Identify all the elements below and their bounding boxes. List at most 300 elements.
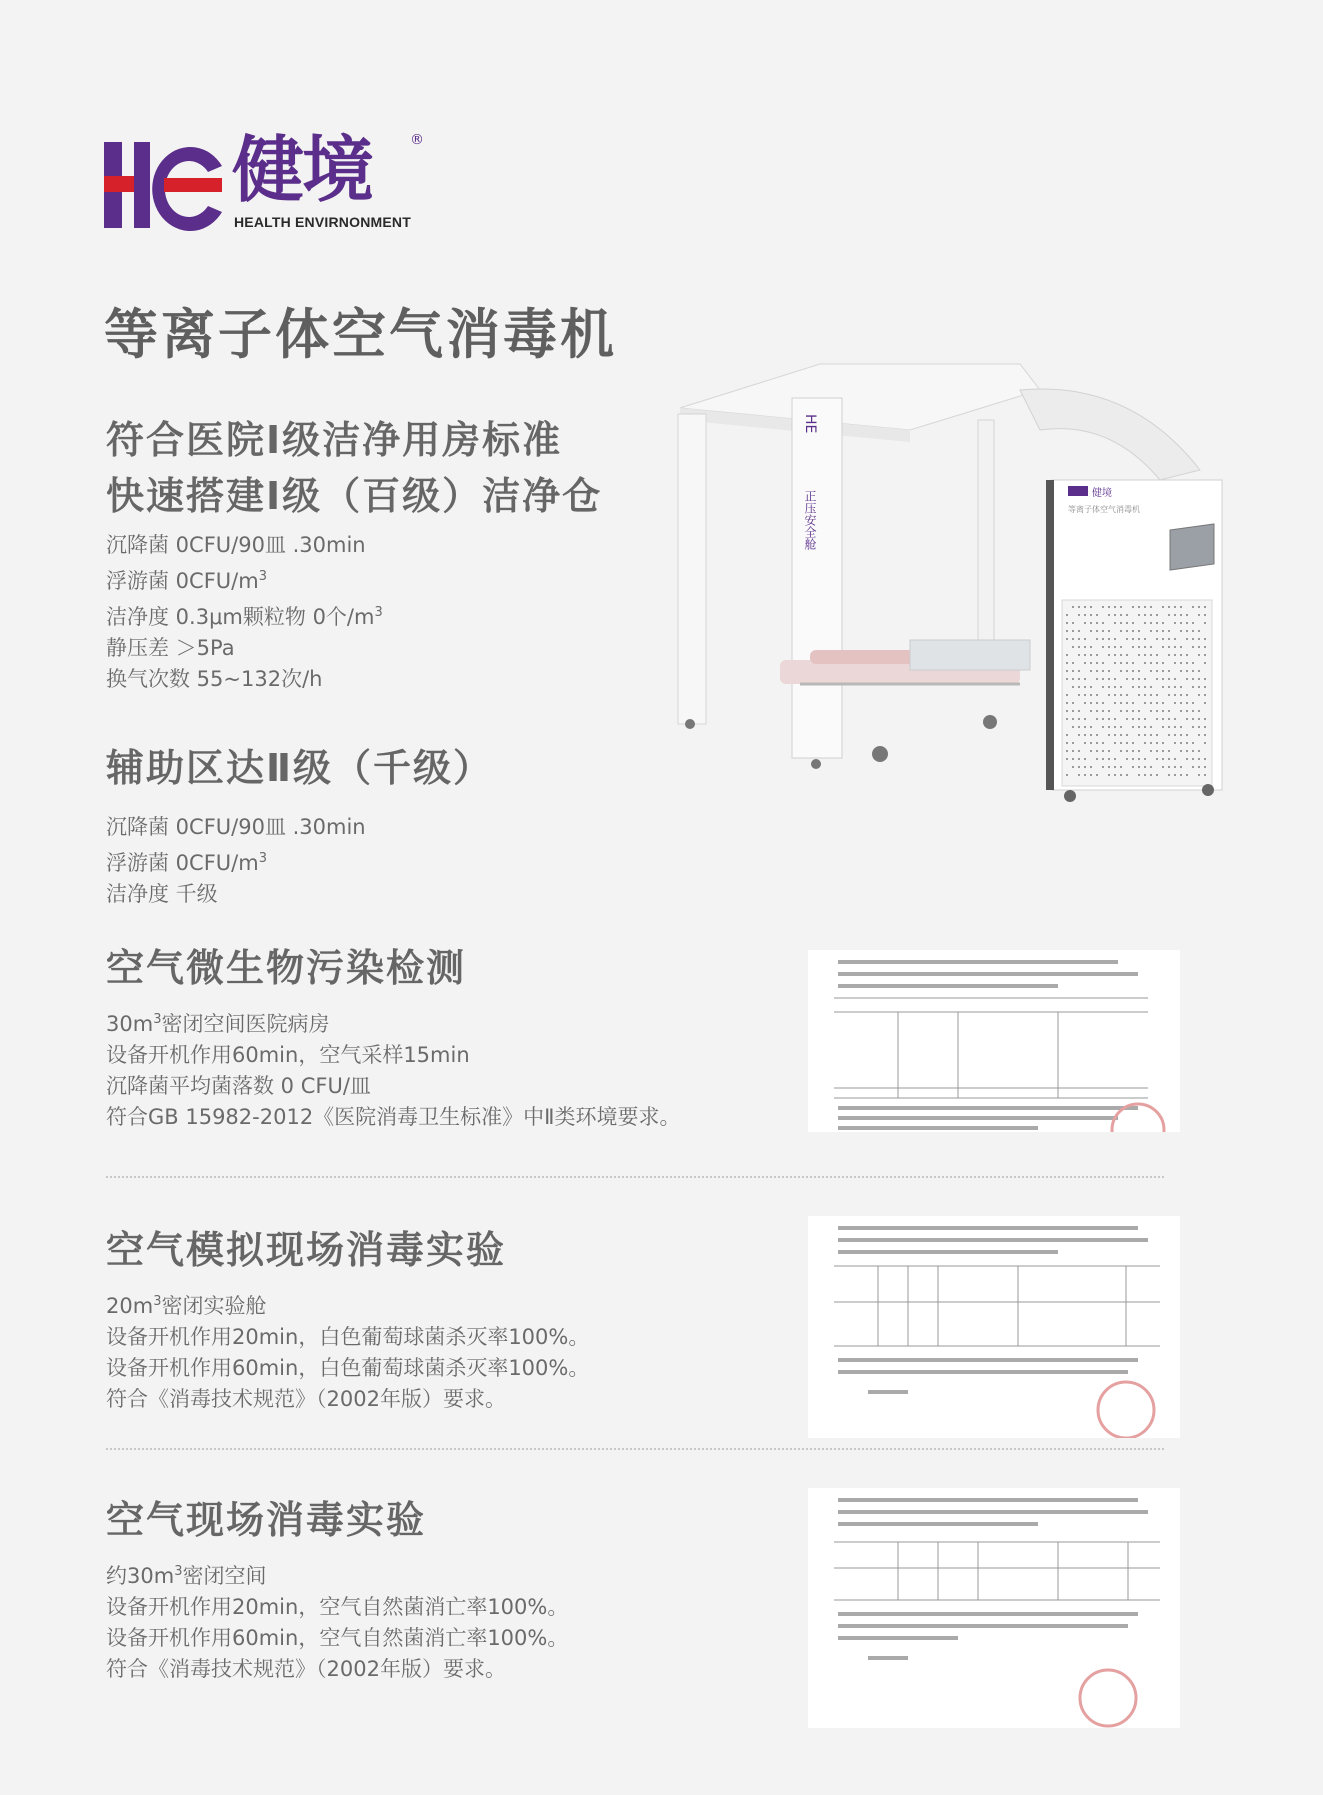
perforation-dot — [1138, 654, 1140, 656]
perforation-dot — [1096, 638, 1098, 640]
perforation-dot — [1066, 702, 1068, 704]
perforation-dot — [1078, 686, 1080, 688]
perforation-dot — [1084, 766, 1086, 768]
perforation-dot — [1150, 702, 1152, 704]
perforation-dot — [1150, 654, 1152, 656]
perforation-dot — [1144, 718, 1146, 720]
perforation-dot — [1126, 638, 1128, 640]
perforation-dot — [1144, 678, 1146, 680]
perforation-dot — [1114, 742, 1116, 744]
spec-line: 约$30m^3$密闭空间 — [106, 1564, 267, 1588]
perforation-dot — [1096, 702, 1098, 704]
perforation-dot — [1138, 686, 1140, 688]
perforation-dot — [1186, 654, 1188, 656]
perforation-dot — [1150, 766, 1152, 768]
perforation-dot — [1156, 710, 1158, 712]
perforation-dot — [1144, 766, 1146, 768]
spec-line: 设备开机作用20min，白色葡萄球菌杀灭率100%。 — [106, 1325, 590, 1349]
perforation-dot — [1108, 614, 1110, 616]
perforation-dot — [1114, 774, 1116, 776]
perforation-dot — [1138, 630, 1140, 632]
report-scan-2 — [808, 1216, 1180, 1438]
perforation-dot — [1096, 734, 1098, 736]
perforation-dot — [1120, 774, 1122, 776]
perforation-dot — [1090, 614, 1092, 616]
perforation-dot — [1162, 686, 1164, 688]
perforation-dot — [1162, 742, 1164, 744]
perforation-dot — [1186, 670, 1188, 672]
perforation-dot — [1198, 606, 1200, 608]
perforation-dot — [1096, 758, 1098, 760]
perforation-dot — [1180, 710, 1182, 712]
perforation-dot — [1132, 726, 1134, 728]
perforation-dot — [1114, 686, 1116, 688]
perforation-dot — [1180, 766, 1182, 768]
perforation-dot — [1180, 734, 1182, 736]
perforation-dot — [1072, 662, 1074, 664]
perforation-dot — [1138, 750, 1140, 752]
perforation-dot — [1096, 670, 1098, 672]
perforation-dot — [1204, 662, 1206, 664]
perforation-dot — [1084, 654, 1086, 656]
perforation-dot — [1114, 622, 1116, 624]
perforation-dot — [1096, 630, 1098, 632]
perforation-dot — [1132, 638, 1134, 640]
perforation-dot — [1132, 646, 1134, 648]
perforation-dot — [1132, 686, 1134, 688]
perforation-dot — [1174, 726, 1176, 728]
perforation-dot — [1180, 630, 1182, 632]
perforation-dot — [1102, 678, 1104, 680]
perforation-dot — [1168, 726, 1170, 728]
perforation-dot — [1144, 694, 1146, 696]
perforation-dot — [1168, 630, 1170, 632]
perforation-dot — [1126, 702, 1128, 704]
perforation-dot — [1168, 646, 1170, 648]
perforation-dot — [1090, 606, 1092, 608]
perforation-dot — [1186, 614, 1188, 616]
perforation-dot — [1192, 718, 1194, 720]
perforation-dot — [1120, 702, 1122, 704]
perforation-dot — [1126, 774, 1128, 776]
perforation-dot — [1102, 742, 1104, 744]
device-label-brand: 健境 — [1092, 488, 1112, 499]
perforation-dot — [1078, 630, 1080, 632]
perforation-dot — [1084, 614, 1086, 616]
perforation-dot — [1204, 606, 1206, 608]
perforation-dot — [1120, 742, 1122, 744]
pillar-text: 正压安全舱 — [803, 490, 817, 550]
section1-heading2: 快速搭建Ⅰ级（百级）洁净仓 — [106, 474, 603, 518]
perforation-dot — [1180, 662, 1182, 664]
perforation-dot — [1174, 662, 1176, 664]
perforation-dot — [1096, 654, 1098, 656]
spec-line: 沉降菌 0CFU/90皿 .30min — [106, 533, 366, 557]
perforation-dot — [1204, 614, 1206, 616]
perforation-dot — [1174, 606, 1176, 608]
perforation-dot — [1150, 686, 1152, 688]
section4-heading: 空气模拟现场消毒实验 — [106, 1228, 507, 1272]
perforation-dot — [1084, 758, 1086, 760]
perforation-dot — [1180, 686, 1182, 688]
perforation-dot — [1120, 766, 1122, 768]
perforation-dot — [1204, 742, 1206, 744]
perforation-dot — [1120, 686, 1122, 688]
perforation-dot — [1072, 622, 1074, 624]
perforation-dot — [1192, 622, 1194, 624]
perforation-dot — [1138, 670, 1140, 672]
perforation-dot — [1090, 694, 1092, 696]
perforation-dot — [1150, 774, 1152, 776]
perforation-dot — [1168, 766, 1170, 768]
perforation-dot — [1078, 726, 1080, 728]
perforation-dot — [1198, 630, 1200, 632]
perforation-dot — [1102, 622, 1104, 624]
perforation-dot — [1066, 734, 1068, 736]
perforation-dot — [1096, 622, 1098, 624]
perforation-dot — [1066, 654, 1068, 656]
perforation-dot — [1066, 710, 1068, 712]
perforation-dot — [1150, 710, 1152, 712]
perforation-dot — [1198, 726, 1200, 728]
perforation-dot — [1162, 702, 1164, 704]
perforation-dot — [1204, 654, 1206, 656]
perforation-dot — [1174, 702, 1176, 704]
perforation-dot — [1162, 670, 1164, 672]
perforation-dot — [1174, 758, 1176, 760]
perforation-dot — [1102, 758, 1104, 760]
perforation-dot — [1150, 750, 1152, 752]
perforation-dot — [1126, 694, 1128, 696]
perforation-dot — [1150, 606, 1152, 608]
perforation-dot — [1144, 662, 1146, 664]
perforation-dot — [1108, 758, 1110, 760]
perforation-dot — [1138, 774, 1140, 776]
perforation-dot — [1114, 606, 1116, 608]
perforation-dot — [1072, 678, 1074, 680]
perforation-dot — [1180, 614, 1182, 616]
perforation-dot — [1072, 702, 1074, 704]
perforation-dot — [1168, 694, 1170, 696]
perforation-dot — [1108, 694, 1110, 696]
perforation-dot — [1096, 710, 1098, 712]
perforation-dot — [1168, 718, 1170, 720]
perforation-dot — [1192, 702, 1194, 704]
section-field-disinfection — [106, 1492, 568, 1685]
spec-line: 设备开机作用20min，空气自然菌消亡率100%。 — [106, 1595, 569, 1619]
perforation-dot — [1192, 726, 1194, 728]
perforation-dot — [1186, 678, 1188, 680]
perforation-dot — [1168, 758, 1170, 760]
perforation-dot — [1090, 766, 1092, 768]
perforation-dot — [1072, 718, 1074, 720]
perforation-dot — [1198, 758, 1200, 760]
perforation-dot — [1090, 750, 1092, 752]
perforation-dot — [1186, 694, 1188, 696]
perforation-dot — [1162, 662, 1164, 664]
spec-line: 符合GB 15982-2012《医院消毒卫生标准》中Ⅱ类环境要求。 — [106, 1105, 681, 1129]
perforation-dot — [1138, 726, 1140, 728]
perforation-dot — [1102, 766, 1104, 768]
perforation-dot — [1120, 726, 1122, 728]
perforation-dot — [1084, 662, 1086, 664]
perforation-dot — [1174, 614, 1176, 616]
perforation-dot — [1108, 678, 1110, 680]
perforation-dot — [1132, 750, 1134, 752]
perforation-dot — [1102, 718, 1104, 720]
perforation-dot — [1150, 742, 1152, 744]
perforation-dot — [1102, 710, 1104, 712]
perforation-dot — [1120, 630, 1122, 632]
perforation-dot — [1174, 638, 1176, 640]
perforation-dot — [1114, 734, 1116, 736]
perforation-dot — [1066, 758, 1068, 760]
perforation-dot — [1186, 742, 1188, 744]
perforation-dot — [1150, 614, 1152, 616]
perforation-dot — [1114, 766, 1116, 768]
perforation-dot — [1180, 622, 1182, 624]
perforation-dot — [1162, 766, 1164, 768]
perforation-dot — [1126, 710, 1128, 712]
perforation-dot — [1144, 622, 1146, 624]
perforation-dot — [1138, 614, 1140, 616]
perforation-dot — [1198, 670, 1200, 672]
perforation-dot — [1198, 774, 1200, 776]
perforation-dot — [1180, 742, 1182, 744]
perforation-dot — [1162, 678, 1164, 680]
perforation-dot — [1102, 630, 1104, 632]
perforation-dot — [1156, 718, 1158, 720]
perforation-dot — [1114, 614, 1116, 616]
perforation-dot — [1198, 718, 1200, 720]
perforation-dot — [1066, 742, 1068, 744]
perforation-dot — [1156, 702, 1158, 704]
perforation-dot — [1120, 622, 1122, 624]
perforation-dot — [1096, 662, 1098, 664]
perforation-dot — [1084, 606, 1086, 608]
perforation-dot — [1090, 774, 1092, 776]
perforation-dot — [1078, 734, 1080, 736]
perforation-dot — [1198, 734, 1200, 736]
perforation-dot — [1102, 606, 1104, 608]
perforation-dot — [1156, 678, 1158, 680]
perforation-dot — [1084, 686, 1086, 688]
spec-line: $30m^3$密闭空间医院病房 — [106, 1012, 330, 1036]
perforation-dot — [1186, 702, 1188, 704]
perforation-dot — [1108, 686, 1110, 688]
perforation-dot — [1072, 726, 1074, 728]
perforation-dot — [1168, 654, 1170, 656]
perforation-dot — [1126, 614, 1128, 616]
section-simulated-disinfection — [106, 1222, 589, 1415]
perforation-dot — [1108, 774, 1110, 776]
perforation-dot — [1180, 694, 1182, 696]
perforation-dot — [1192, 646, 1194, 648]
perforation-dot — [1174, 774, 1176, 776]
perforation-dot — [1114, 678, 1116, 680]
section3-heading: 空气微生物污染检测 — [106, 946, 467, 990]
perforation-dot — [1150, 670, 1152, 672]
perforation-dot — [1156, 670, 1158, 672]
perforation-dot — [1078, 654, 1080, 656]
perforation-dot — [1132, 678, 1134, 680]
perforation-dot — [1090, 646, 1092, 648]
perforation-dot — [1096, 694, 1098, 696]
perforation-dot — [1126, 758, 1128, 760]
perforation-dot — [1156, 662, 1158, 664]
perforation-dot — [1198, 646, 1200, 648]
perforation-dot — [1132, 606, 1134, 608]
perforation-dot — [1198, 654, 1200, 656]
brand-name-cn: 健境 — [232, 128, 373, 212]
perforation-dot — [1108, 630, 1110, 632]
spec-line: 设备开机作用60min，白色葡萄球菌杀灭率100%。 — [106, 1356, 590, 1380]
perforation-dot — [1162, 630, 1164, 632]
perforation-dot — [1090, 734, 1092, 736]
perforation-dot — [1198, 638, 1200, 640]
perforation-dot — [1066, 750, 1068, 752]
perforation-dot — [1132, 766, 1134, 768]
perforation-dot — [1072, 758, 1074, 760]
perforation-dot — [1144, 686, 1146, 688]
perforation-dot — [1084, 718, 1086, 720]
perforation-dot — [1072, 766, 1074, 768]
section2-heading: 辅助区达Ⅱ级（千级） — [106, 746, 494, 790]
perforation-dot — [1108, 646, 1110, 648]
perforation-dot — [1204, 686, 1206, 688]
perforation-dot — [1090, 654, 1092, 656]
perforation-dot — [1174, 678, 1176, 680]
perforation-dot — [1138, 606, 1140, 608]
perforation-dot — [1090, 662, 1092, 664]
perforation-dot — [1078, 678, 1080, 680]
perforation-dot — [1120, 670, 1122, 672]
perforation-dot — [1078, 606, 1080, 608]
perforation-dot — [1186, 758, 1188, 760]
divider — [106, 1448, 1164, 1450]
perforation-dot — [1204, 718, 1206, 720]
perforation-dot — [1168, 734, 1170, 736]
perforation-dot — [1090, 710, 1092, 712]
perforation-dot — [1180, 654, 1182, 656]
perforation-dot — [1084, 678, 1086, 680]
perforation-dot — [1066, 694, 1068, 696]
perforation-dot — [1162, 710, 1164, 712]
perforation-dot — [1096, 742, 1098, 744]
perforation-dot — [1156, 758, 1158, 760]
perforation-dot — [1126, 654, 1128, 656]
perforation-dot — [1192, 750, 1194, 752]
perforation-dot — [1192, 670, 1194, 672]
perforation-dot — [1120, 614, 1122, 616]
perforation-dot — [1084, 646, 1086, 648]
perforation-dot — [1114, 654, 1116, 656]
section-microbe-detection — [106, 940, 681, 1133]
spec-line: 设备开机作用60min，空气自然菌消亡率100%。 — [106, 1626, 569, 1650]
perforation-dot — [1198, 686, 1200, 688]
section-cleanroom-level1 — [106, 412, 602, 695]
perforation-dot — [1144, 742, 1146, 744]
perforation-dot — [1180, 606, 1182, 608]
perforation-dot — [1066, 630, 1068, 632]
test-report-image-1 — [808, 950, 1180, 1132]
perforation-dot — [1168, 678, 1170, 680]
perforation-dot — [1132, 630, 1134, 632]
perforation-dot — [1150, 662, 1152, 664]
perforation-dot — [1138, 646, 1140, 648]
perforation-dot — [1198, 678, 1200, 680]
perforation-dot — [1126, 718, 1128, 720]
section1-heading1: 符合医院Ⅰ级洁净用房标准 — [106, 418, 563, 462]
spec-line: 浮游菌 $0CFU/m^3$ — [106, 569, 267, 593]
perforation-dot — [1096, 614, 1098, 616]
perforation-dot — [1078, 614, 1080, 616]
perforation-dot — [1066, 662, 1068, 664]
divider — [106, 1176, 1164, 1178]
perforation-dot — [1084, 622, 1086, 624]
perforation-dot — [1186, 734, 1188, 736]
perforation-dot — [1132, 710, 1134, 712]
perforation-dot — [1102, 670, 1104, 672]
perforation-dot — [1204, 638, 1206, 640]
perforation-dot — [1114, 718, 1116, 720]
perforation-dot — [1102, 646, 1104, 648]
perforation-dot — [1078, 670, 1080, 672]
perforation-dot — [1078, 750, 1080, 752]
perforation-dot — [1084, 726, 1086, 728]
perforation-dot — [1180, 670, 1182, 672]
perforation-dot — [1174, 686, 1176, 688]
perforation-dot — [1204, 774, 1206, 776]
perforation-dot — [1162, 758, 1164, 760]
perforation-dot — [1078, 638, 1080, 640]
spec-line: 沉降菌平均菌落数 0 CFU/皿 — [106, 1074, 371, 1098]
perforation-dot — [1162, 638, 1164, 640]
perforation-dot — [1180, 646, 1182, 648]
perforation-dot — [1072, 686, 1074, 688]
perforation-dot — [1162, 750, 1164, 752]
perforation-dot — [1114, 694, 1116, 696]
device-label-model: 等离子体空气消毒机 — [1068, 505, 1140, 514]
perforation-dot — [1162, 622, 1164, 624]
registered-mark: ® — [410, 132, 424, 148]
perforation-dot — [1126, 662, 1128, 664]
perforation-dot — [1180, 774, 1182, 776]
perforation-dot — [1204, 734, 1206, 736]
perforation-dot — [1084, 734, 1086, 736]
perforation-dot — [1114, 702, 1116, 704]
perforation-dot — [1084, 702, 1086, 704]
perforation-dot — [1144, 734, 1146, 736]
perforation-dot — [1198, 750, 1200, 752]
perforation-dot — [1162, 718, 1164, 720]
perforation-dot — [1066, 622, 1068, 624]
perforation-dot — [1186, 718, 1188, 720]
perforation-dot — [1174, 622, 1176, 624]
perforation-dot — [1090, 630, 1092, 632]
perforation-dot — [1096, 774, 1098, 776]
perforation-dot — [1072, 638, 1074, 640]
perforation-dot — [1126, 622, 1128, 624]
perforation-dot — [1120, 654, 1122, 656]
perforation-dot — [1168, 710, 1170, 712]
perforation-dot — [1162, 726, 1164, 728]
perforation-dot — [1072, 630, 1074, 632]
perforation-dot — [1144, 614, 1146, 616]
perforation-dot — [1192, 766, 1194, 768]
perforation-dot — [1066, 678, 1068, 680]
perforation-dot — [1156, 630, 1158, 632]
